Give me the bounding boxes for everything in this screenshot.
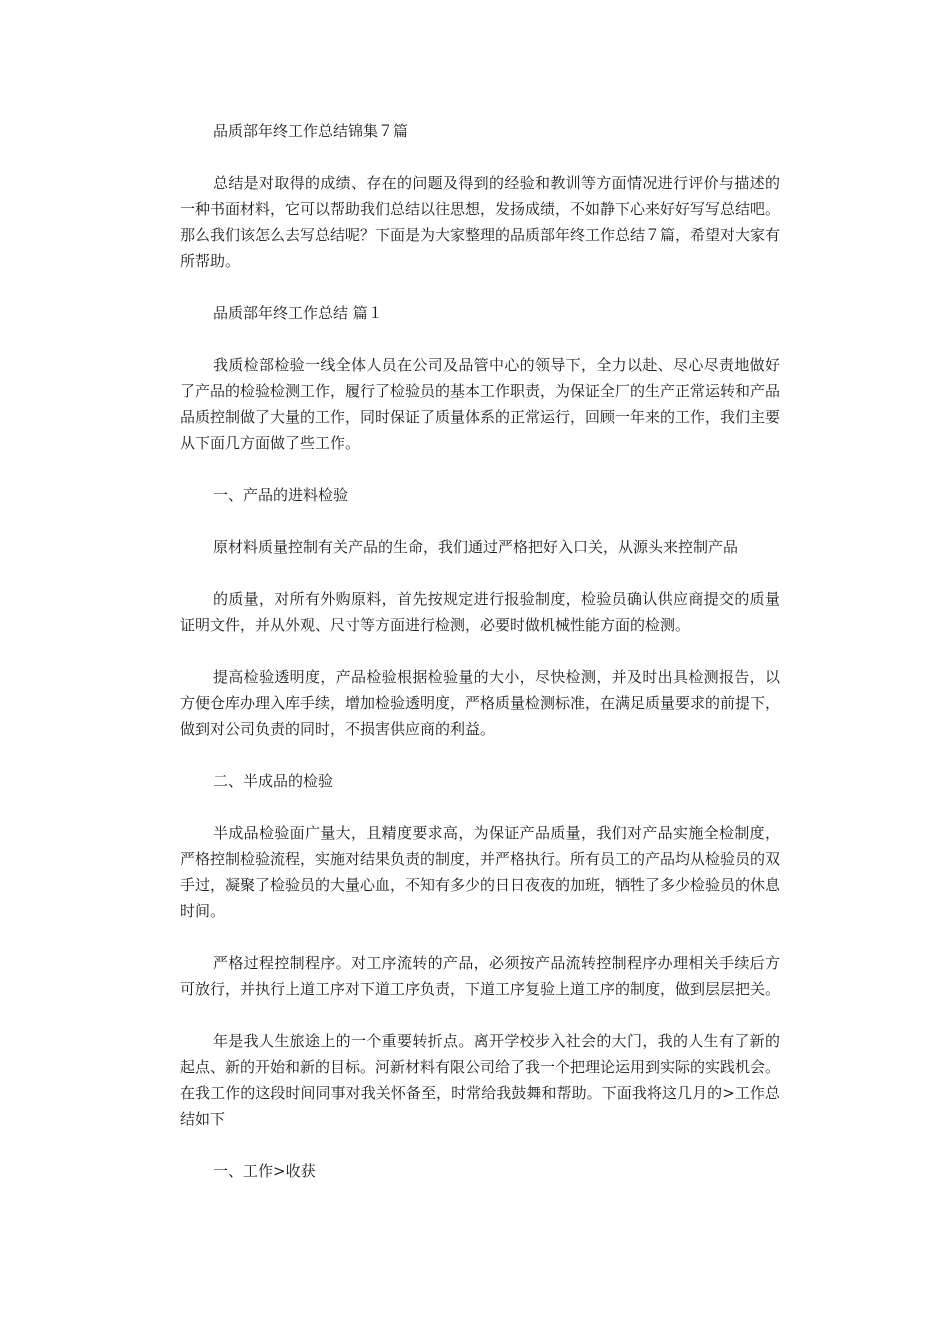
subheading: 二、半成品的检验 <box>213 772 334 790</box>
spacer <box>180 274 780 300</box>
body-paragraph: 我质检部检验一线全体人员在公司及品管中心的领导下，全力以赴、尽心尽责地做好了产品的检验检测工作，履行了检验员的基本工作职责，为保证全厂的生产正常运转和产品品质控制做了大量的工作，同时保证了质量体系的正常运行，回顾一年来的工作，我们主要从下面几方面做了些工作。 <box>180 356 781 452</box>
spacer <box>180 560 780 586</box>
spacer <box>180 1132 780 1158</box>
subheading: 一、工作>收获 <box>213 1162 316 1180</box>
body-paragraph: 提高检验透明度，产品检验根据检验量的大小，尽快检测，并及时出具检测报告，以方便仓库办理入库手续，增加检验透明度，严格质量检测标准，在满足质量要求的前提下，做到对公司负责的同时，不损害供应商的利益。 <box>180 668 781 738</box>
spacer <box>180 924 780 950</box>
spacer <box>180 508 780 534</box>
intro-paragraph: 总结是对取得的成绩、存在的问题及得到的经验和教训等方面情况进行评价与描述的一种书面材料，它可以帮助我们总结以往思想，发扬成绩，不如静下心来好好写写总结吧。那么我们该怎么去写总结呢？下面是为大家整理的品质部年终工作总结７篇，希望对大家有所帮助。 <box>180 174 781 270</box>
spacer <box>180 794 780 820</box>
spacer <box>180 742 780 768</box>
subheading: 一、产品的进料检验 <box>213 486 349 504</box>
spacer <box>180 326 780 352</box>
spacer <box>180 1002 780 1028</box>
body-paragraph: 半成品检验面广量大，且精度要求高，为保证产品质量，我们对产品实施全检制度，严格控制检验流程，实施对结果负责的制度，并严格执行。所有员工的产品均从检验员的双手过，凝聚了检验员的大量心血，不知有多少的日日夜夜的加班，牺牲了多少检验员的休息时间。 <box>180 824 781 920</box>
body-paragraph: 的质量，对所有外购原料，首先按规定进行报验制度，检验员确认供应商提交的质量证明文件，并从外观、尺寸等方面进行检测，必要时做机械性能方面的检测。 <box>180 590 780 634</box>
spacer <box>180 638 780 664</box>
body-paragraph: 年是我人生旅途上的一个重要转折点。离开学校步入社会的大门，我的人生有了新的起点、新的开始和新的目标。河新材料有限公司给了我一个把理论运用到实际的实践机会。在我工作的这段时间同事对我关怀备至，时常给我鼓舞和帮助。下面我将这几月的>工作总结如下 <box>180 1032 781 1128</box>
body-paragraph: 严格过程控制程序。对工序流转的产品，必须按产品流转控制程序办理相关手续后方可放行，并执行上道工序对下道工序负责，下道工序复验上道工序的制度，做到层层把关。 <box>180 954 781 998</box>
spacer <box>180 144 780 170</box>
document-page <box>180 118 780 1184</box>
document-title: 品质部年终工作总结锦集７篇 <box>213 122 409 140</box>
spacer <box>180 456 780 482</box>
body-paragraph: 原材料质量控制有关产品的生命，我们通过严格把好入口关，从源头来控制产品 <box>213 538 739 556</box>
section-title: 品质部年终工作总结 篇１ <box>213 304 383 322</box>
